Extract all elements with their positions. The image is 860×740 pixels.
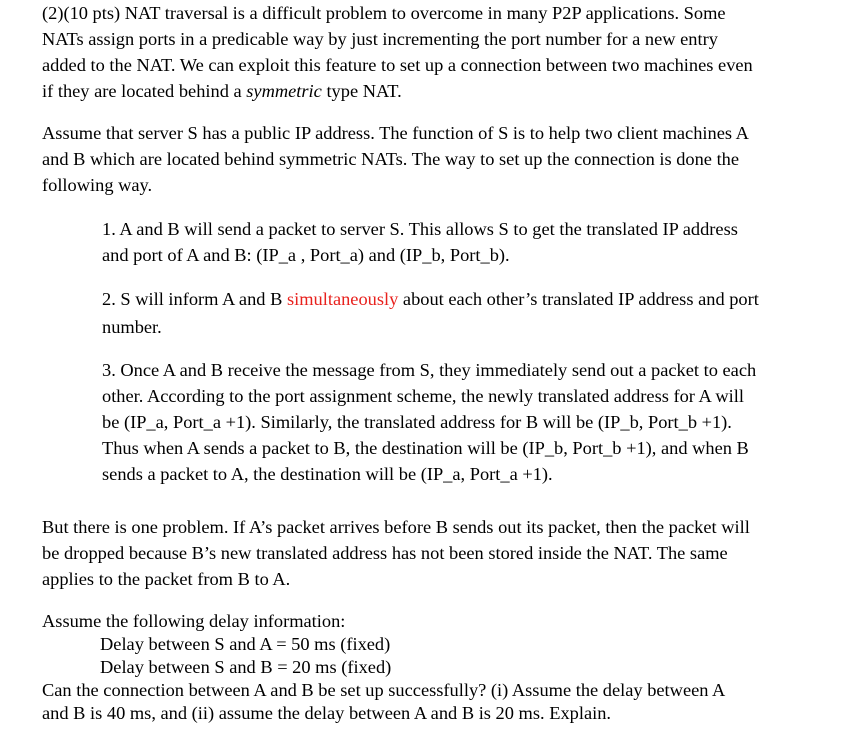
intro-paragraph (42, 0, 832, 104)
step-2-highlight-simultaneously: simultaneously (286, 289, 399, 309)
delay-block (42, 610, 832, 725)
setup-line-1: Assume that server S has a public IP address. The function of S is to help two client machines A (42, 123, 749, 143)
intro-line-4-before: if they are located behind a (42, 81, 247, 101)
intro-line-1: (2)(10 pts) NAT traversal is a difficult problem to overcome in many P2P applications. Some (42, 3, 726, 23)
step-2 (102, 286, 830, 340)
intro-line-4 (42, 78, 832, 104)
setup-line-3: following way. (42, 175, 153, 195)
intro-emphasis-symmetric: symmetric (246, 81, 322, 101)
question-line-2: and B is 40 ms, and (ii) assume the delay between A and B is 20 ms. Explain. (42, 703, 612, 723)
setup-line-2: and B which are located behind symmetric NATs. The way to set up the connection is done the (42, 149, 740, 169)
step-3-line-3: be (IP_a, Port_a +1). Similarly, the translated address for B will be (IP_b, Port_b +1). (102, 412, 732, 432)
delay-item-s-b: Delay between S and B = 20 ms (fixed) (100, 657, 392, 677)
problem-paragraph (42, 514, 832, 592)
step-2-after: about each other’s translated IP address and port (398, 289, 759, 309)
problem-line-1: But there is one problem. If A’s packet arrives before B sends out its packet, then the packet will (42, 517, 750, 537)
step-2-line-2: number. (102, 317, 162, 337)
step-2-before: 2. S will inform A and B (102, 289, 287, 309)
intro-line-4-after: type NAT. (321, 81, 402, 101)
question-line-1: Can the connection between A and B be set up successfully? (i) Assume the delay between A (42, 680, 726, 700)
setup-paragraph (42, 120, 832, 198)
intro-line-3: added to the NAT. We can exploit this feature to set up a connection between two machines even (42, 55, 753, 75)
step-1-line-2: and port of A and B: (IP_a , Port_a) and (IP_b, Port_b). (102, 245, 510, 265)
step-3-line-2: other. According to the port assignment scheme, the newly translated address for A will (102, 386, 744, 406)
problem-line-3: applies to the packet from B to A. (42, 569, 291, 589)
step-3 (102, 357, 830, 487)
step-3-line-4: Thus when A sends a packet to B, the destination will be (IP_b, Port_b +1), and when B (102, 438, 749, 458)
step-1 (102, 216, 830, 268)
delay-heading: Assume the following delay information: (42, 611, 346, 631)
intro-line-2: NATs assign ports in a predicable way by just incrementing the port number for a new entry (42, 29, 718, 49)
step-2-line-1 (102, 286, 830, 312)
step-3-line-5: sends a packet to A, the destination will be (IP_a, Port_a +1). (102, 464, 553, 484)
step-1-line-1: 1. A and B will send a packet to server S. This allows S to get the translated IP address (102, 219, 738, 239)
delay-item-s-a: Delay between S and A = 50 ms (fixed) (100, 634, 391, 654)
problem-line-2: be dropped because B’s new translated address has not been stored inside the NAT. The same (42, 543, 728, 563)
step-3-line-1: 3. Once A and B receive the message from S, they immediately send out a packet to each (102, 360, 757, 380)
